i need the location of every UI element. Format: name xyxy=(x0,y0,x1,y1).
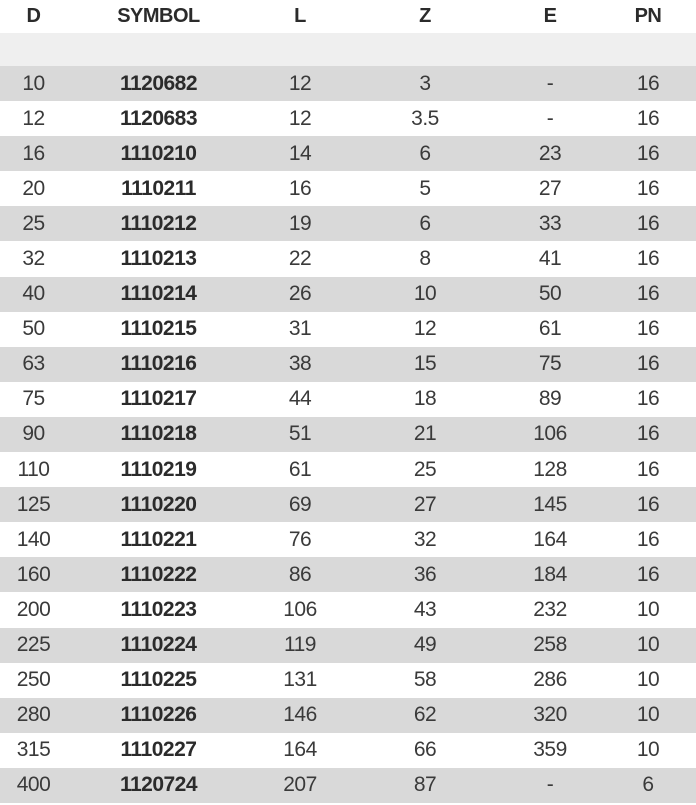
cell-pn: 16 xyxy=(636,71,660,95)
cell-d: 40 xyxy=(22,282,45,306)
cell-l: 106 xyxy=(283,597,317,621)
cell-z: 15 xyxy=(413,352,437,376)
cell-e: - xyxy=(546,106,554,130)
table-row xyxy=(0,768,696,803)
cell-e: 89 xyxy=(538,387,562,411)
table-row xyxy=(0,101,696,136)
table-body xyxy=(0,66,696,803)
cell-z: 62 xyxy=(413,703,437,727)
cell-symbol: 1110210 xyxy=(120,141,197,165)
cell-pn: 16 xyxy=(636,562,660,586)
cell-symbol: 1110215 xyxy=(120,317,197,341)
cell-d: 315 xyxy=(16,738,51,762)
cell-pn: 10 xyxy=(636,738,660,762)
cell-l: 146 xyxy=(283,703,317,727)
table-row xyxy=(0,312,696,347)
cell-z: 66 xyxy=(413,738,437,762)
cell-d: 12 xyxy=(22,106,45,130)
cell-z: 18 xyxy=(413,387,437,411)
cell-d: 250 xyxy=(16,668,51,692)
cell-pn: 16 xyxy=(636,106,660,130)
table-row xyxy=(0,557,696,592)
cell-d: 20 xyxy=(22,176,45,200)
cell-e: - xyxy=(546,773,554,797)
cell-l: 19 xyxy=(288,211,312,235)
header-z: Z xyxy=(419,5,431,27)
cell-d: 63 xyxy=(22,352,45,376)
cell-symbol: 1110222 xyxy=(120,562,197,586)
cell-symbol: 1110216 xyxy=(120,352,197,376)
cell-symbol: 1110219 xyxy=(120,457,197,481)
cell-l: 22 xyxy=(288,247,312,271)
cell-e: 359 xyxy=(533,738,567,762)
cell-d: 125 xyxy=(16,492,51,516)
cell-z: 3.5 xyxy=(411,106,439,130)
table-row xyxy=(0,522,696,557)
table-row xyxy=(0,733,696,768)
cell-symbol: 1110218 xyxy=(120,422,197,446)
cell-z: 87 xyxy=(413,773,437,797)
cell-pn: 16 xyxy=(636,387,660,411)
cell-d: 90 xyxy=(22,422,45,446)
cell-l: 12 xyxy=(288,71,312,95)
table-row xyxy=(0,663,696,698)
table-row xyxy=(0,698,696,733)
cell-l: 164 xyxy=(283,738,317,762)
cell-d: 400 xyxy=(16,773,51,797)
cell-pn: 16 xyxy=(636,527,660,551)
cell-e: 286 xyxy=(533,668,567,692)
cell-e: 184 xyxy=(533,562,567,586)
cell-d: 280 xyxy=(16,703,51,727)
cell-pn: 16 xyxy=(636,247,660,271)
table-row xyxy=(0,241,696,276)
cell-l: 76 xyxy=(288,527,312,551)
cell-symbol: 1110226 xyxy=(120,703,197,727)
cell-e: 258 xyxy=(533,633,567,657)
cell-z: 21 xyxy=(413,422,437,446)
cell-symbol: 1110223 xyxy=(120,597,197,621)
cell-d: 16 xyxy=(22,141,45,165)
cell-e: 27 xyxy=(538,176,562,200)
cell-z: 6 xyxy=(419,211,431,235)
cell-symbol: 1120683 xyxy=(119,106,198,130)
cell-d: 32 xyxy=(22,247,45,271)
cell-symbol: 1110213 xyxy=(120,247,197,271)
cell-z: 10 xyxy=(413,282,437,306)
cell-z: 43 xyxy=(413,597,437,621)
cell-symbol: 1110214 xyxy=(120,282,197,306)
table-row xyxy=(0,206,696,241)
cell-pn: 6 xyxy=(642,773,654,797)
cell-pn: 16 xyxy=(636,176,660,200)
cell-z: 8 xyxy=(419,247,431,271)
cell-d: 200 xyxy=(16,597,51,621)
cell-d: 50 xyxy=(22,317,45,341)
cell-l: 61 xyxy=(288,457,312,481)
cell-symbol: 1110211 xyxy=(121,176,196,200)
cell-symbol: 1110224 xyxy=(120,633,197,657)
cell-pn: 10 xyxy=(636,633,660,657)
cell-z: 25 xyxy=(413,457,437,481)
table-row xyxy=(0,66,696,101)
cell-l: 207 xyxy=(283,773,317,797)
cell-l: 26 xyxy=(288,282,312,306)
cell-z: 12 xyxy=(413,317,437,341)
cell-l: 44 xyxy=(288,387,312,411)
cell-e: 232 xyxy=(533,597,567,621)
cell-pn: 16 xyxy=(636,492,660,516)
cell-e: 41 xyxy=(538,247,562,271)
cell-d: 110 xyxy=(17,457,50,481)
cell-l: 86 xyxy=(288,562,312,586)
cell-l: 38 xyxy=(288,352,312,376)
table-row xyxy=(0,452,696,487)
cell-z: 32 xyxy=(413,527,437,551)
header-spacer-band xyxy=(0,33,696,66)
header-pn: PN xyxy=(634,5,662,27)
cell-e: 145 xyxy=(533,492,567,516)
cell-pn: 16 xyxy=(636,352,660,376)
table-row xyxy=(0,417,696,452)
cell-e: 106 xyxy=(533,422,567,446)
table-row xyxy=(0,171,696,206)
cell-symbol: 1110217 xyxy=(120,387,197,411)
cell-pn: 10 xyxy=(636,597,660,621)
cell-l: 12 xyxy=(288,106,312,130)
cell-z: 6 xyxy=(419,141,431,165)
cell-e: - xyxy=(546,71,554,95)
cell-l: 16 xyxy=(288,176,312,200)
cell-e: 33 xyxy=(538,211,562,235)
table-row xyxy=(0,347,696,382)
cell-pn: 16 xyxy=(636,282,660,306)
cell-symbol: 1110227 xyxy=(120,738,197,762)
cell-d: 140 xyxy=(16,527,51,551)
header-e: E xyxy=(543,5,557,27)
cell-l: 31 xyxy=(288,317,312,341)
cell-z: 49 xyxy=(413,633,437,657)
cell-d: 25 xyxy=(22,211,45,235)
cell-pn: 16 xyxy=(636,422,660,446)
table-row xyxy=(0,382,696,417)
cell-e: 320 xyxy=(533,703,567,727)
table-row xyxy=(0,487,696,522)
cell-pn: 16 xyxy=(636,457,660,481)
cell-pn: 10 xyxy=(636,668,660,692)
header-l: L xyxy=(294,5,306,27)
cell-symbol: 1110212 xyxy=(120,211,197,235)
header-symbol: SYMBOL xyxy=(117,5,200,27)
cell-z: 3 xyxy=(419,71,431,95)
table-row xyxy=(0,592,696,627)
cell-e: 23 xyxy=(538,141,562,165)
cell-l: 14 xyxy=(288,141,312,165)
cell-pn: 16 xyxy=(636,317,660,341)
cell-l: 51 xyxy=(288,422,312,446)
cell-l: 119 xyxy=(284,633,316,657)
cell-l: 69 xyxy=(288,492,312,516)
cell-z: 58 xyxy=(413,668,437,692)
cell-z: 27 xyxy=(413,492,437,516)
cell-pn: 10 xyxy=(636,703,660,727)
cell-e: 128 xyxy=(533,457,567,481)
cell-d: 10 xyxy=(22,71,45,95)
cell-symbol: 1110221 xyxy=(120,527,197,551)
table-row xyxy=(0,628,696,663)
cell-symbol: 1110220 xyxy=(120,492,197,516)
cell-e: 75 xyxy=(538,352,562,376)
cell-d: 225 xyxy=(16,633,51,657)
cell-symbol: 1120682 xyxy=(119,71,198,95)
cell-pn: 16 xyxy=(636,141,660,165)
table-row xyxy=(0,277,696,312)
table-header-row xyxy=(0,0,696,33)
cell-e: 61 xyxy=(538,317,562,341)
cell-z: 36 xyxy=(413,562,437,586)
table-row xyxy=(0,136,696,171)
cell-symbol: 1110225 xyxy=(120,668,197,692)
cell-symbol: 1120724 xyxy=(119,773,198,797)
cell-pn: 16 xyxy=(636,211,660,235)
cell-d: 160 xyxy=(16,562,51,586)
cell-d: 75 xyxy=(22,387,45,411)
cell-l: 131 xyxy=(283,668,317,692)
cell-e: 164 xyxy=(533,527,567,551)
cell-e: 50 xyxy=(538,282,562,306)
header-d: D xyxy=(26,5,41,27)
cell-z: 5 xyxy=(419,176,431,200)
